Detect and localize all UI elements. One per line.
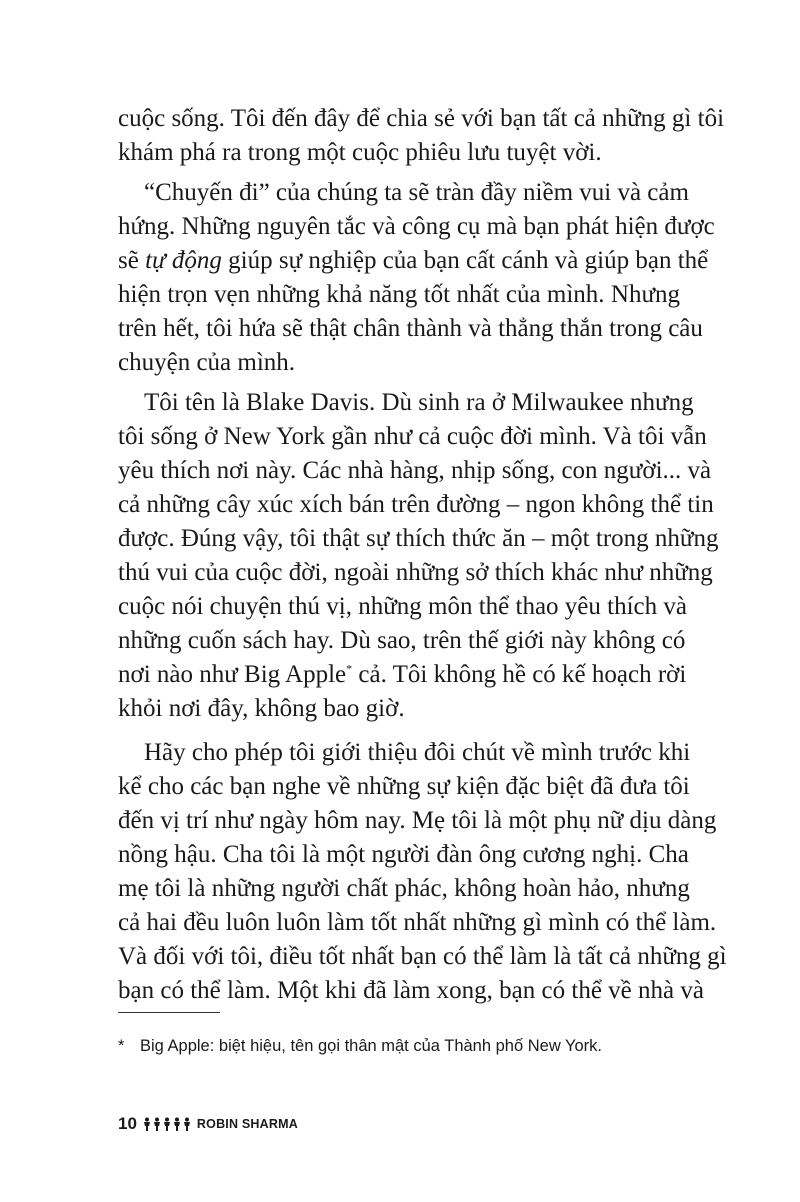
body-line: mẹ tôi là những người chất phác, không hoàn hảo, nhưng <box>118 875 690 902</box>
body-line: cả hai đều luôn luôn làm tốt nhất những gì mình có thể làm. <box>118 909 717 936</box>
body-line: chuyện của mình. <box>118 349 296 376</box>
body-line: yêu thích nơi này. Các nhà hàng, nhịp sống, con người... và <box>118 457 712 484</box>
italic-phrase: tự động <box>145 247 222 274</box>
body-line: những cuốn sách hay. Dù sao, trên thế giới này không có <box>118 627 686 654</box>
body-line: cuộc sống. Tôi đến đây để chia sẻ với bạn tất cả những gì tôi <box>118 105 725 132</box>
body-line: khám phá ra trong một cuộc phiêu lưu tuyệt vời. <box>118 139 602 166</box>
footnote-text: Big Apple: biệt hiệu, tên gọi thân mật của Thành phố New York. <box>140 1037 603 1055</box>
body-line: bạn có thể làm. Một khi đã làm xong, bạn có thể về nhà và <box>118 977 704 1004</box>
body-line: khỏi nơi đây, không bao giờ. <box>118 695 405 722</box>
body-line: hứng. Những nguyên tắc và công cụ mà bạn phát hiện được <box>118 213 715 240</box>
body-line: kể cho các bạn nghe về những sự kiện đặc biệt đã đưa tôi <box>118 773 690 800</box>
body-line: được. Đúng vậy, tôi thật sự thích thức ăn – một trong những <box>118 525 719 552</box>
body-line: nồng hậu. Cha tôi là một người đàn ông cương nghị. Cha <box>118 841 689 868</box>
body-line: thú vui của cuộc đời, ngoài những sở thích khác như những <box>118 559 713 586</box>
footnote-reference: * <box>346 661 353 676</box>
page-footer <box>118 1114 298 1134</box>
footnote-mark: * <box>118 1037 125 1055</box>
body-line: đến vị trí như ngày hôm nay. Mẹ tôi là một phụ nữ dịu dàng <box>118 807 717 834</box>
footnote <box>118 1034 602 1058</box>
footnote-divider <box>118 1012 220 1013</box>
body-line: cuộc nói chuyện thú vị, những môn thể thao yêu thích và <box>118 593 687 620</box>
five-figures-icon <box>143 1117 191 1131</box>
page-number: 10 <box>118 1114 137 1133</box>
body-line: trên hết, tôi hứa sẽ thật chân thành và thẳng thắn trong câu <box>118 315 703 342</box>
body-line: “Chuyến đi” của chúng ta sẽ tràn đầy niềm vui và cảm <box>144 179 689 206</box>
author-name: ROBIN SHARMA <box>196 1117 298 1131</box>
body-line: Hãy cho phép tôi giới thiệu đôi chút về mình trước khi <box>144 739 691 766</box>
body-line: cả những cây xúc xích bán trên đường – ngon không thể tin <box>118 491 714 518</box>
body-line: Và đối với tôi, điều tốt nhất bạn có thể làm là tất cả những gì <box>118 943 727 970</box>
body-line: hiện trọn vẹn những khả năng tốt nhất của mình. Nhưng <box>118 281 680 308</box>
body-line: Tôi tên là Blake Davis. Dù sinh ra ở Milwaukee nhưng <box>144 389 694 416</box>
body-line: tôi sống ở New York gần như cả cuộc đời mình. Và tôi vẫn <box>118 423 707 450</box>
body-line: sẽ tự động giúp sự nghiệp của bạn cất cánh và giúp bạn thể <box>118 247 709 274</box>
body-line: nơi nào như Big Apple* cả. Tôi không hề có kế hoạch rời <box>118 661 687 688</box>
